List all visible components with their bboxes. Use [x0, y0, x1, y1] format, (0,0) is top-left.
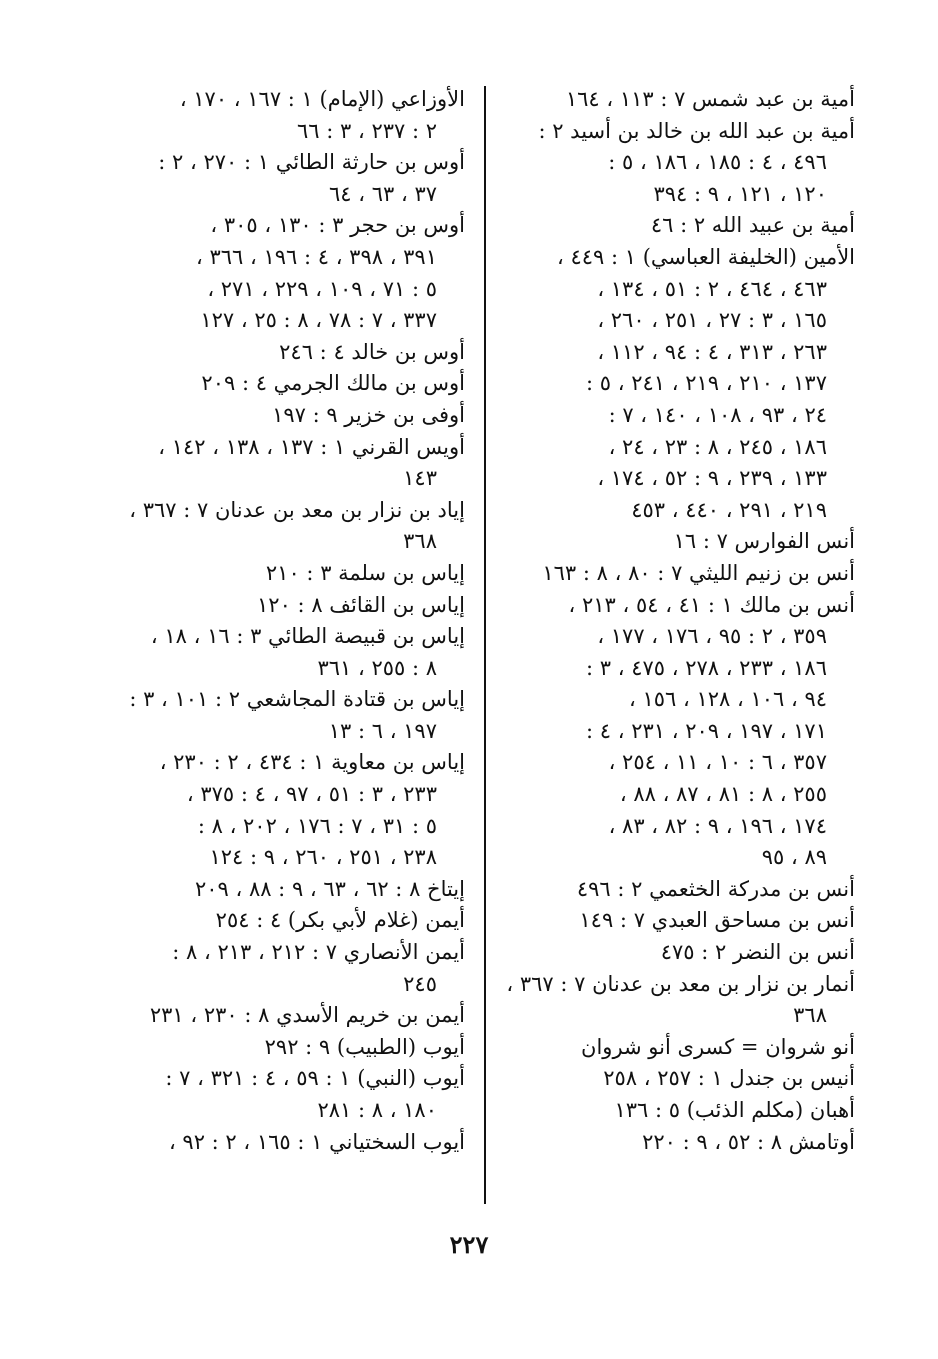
entry-heading: إيتاخ ٨ : ٦٢ ، ٦٣ ، ٩ : ٨٨ ، ٢٠٩ — [194, 876, 465, 901]
index-entry — [100, 874, 465, 906]
entry-heading: الأمين (الخليفة العباسي) ١ : ٤٤٩ ، — [557, 244, 855, 269]
index-entry — [100, 1127, 465, 1159]
entry-heading: أيوب (الطبيب) ٩ : ٢٩٢ — [264, 1034, 465, 1059]
index-entry — [100, 400, 465, 432]
index-entry — [490, 210, 855, 242]
index-entry — [100, 1000, 465, 1032]
entry-continuation: ٣٦٨ — [403, 529, 437, 554]
entry-heading: أوتامش ٨ : ٥٢ ، ٩ : ٢٢٠ — [642, 1129, 855, 1154]
index-entry — [100, 558, 465, 590]
entry-heading: أمية بن عبيد الله ٢ : ٤٦ — [650, 213, 855, 238]
entry-continuation: ٣٥٧ ، ٦ : ١٠ ، ١١ ، ٢٥٤ ، — [608, 750, 827, 775]
index-entry — [490, 969, 855, 1032]
entry-heading: إياس بن قبيصة الطائي ٣ : ١٦ ، ١٨ ، — [150, 624, 465, 649]
entry-heading: أنس بن مدركة الخثعمي ٢ : ٤٩٦ — [576, 876, 855, 901]
entry-continuation: ٩٤ ، ١٠٦ ، ١٢٨ ، ١٥٦ ، — [629, 687, 827, 712]
entry-continuation: ١٧٤ ، ١٩٦ ، ٩ : ٨٢ ، ٨٣ ، — [608, 813, 827, 838]
index-entry — [100, 937, 465, 1000]
entry-heading: أنس بن النضر ٢ : ٤٧٥ — [660, 940, 855, 965]
index-entry — [100, 495, 465, 558]
entry-heading: أوس بن حارثة الطائي ١ : ٢٧٠ ، ٢ : — [158, 150, 465, 175]
entry-continuation: ٢٤٥ — [403, 971, 437, 996]
index-entry — [100, 368, 465, 400]
entry-heading: أنس الفوارس ٧ : ١٦ — [673, 529, 855, 554]
index-entry — [490, 242, 855, 526]
entry-heading: أيوب (النبي) ١ : ٥٩ ، ٤ : ٣٢١ ، ٧ : — [165, 1066, 465, 1091]
entry-continuation: ١٨٠ ، ٨ : ٢٨١ — [317, 1098, 437, 1122]
entry-continuation: ٢٤ ، ٩٣ ، ١٠٨ ، ١٤٠ ، ٧ : — [608, 402, 827, 427]
entry-heading: أنو شروان = كسرى أنو شروان — [581, 1034, 855, 1059]
entry-heading: إياس بن القائف ٨ : ١٢٠ — [257, 592, 465, 617]
left-column — [100, 84, 465, 1158]
entry-continuation: ٨ : ٢٥٥ ، ٣٦١ — [317, 655, 437, 680]
entry-continuation: ١٢٠ ، ١٢١ ، ٩ : ٣٩٤ — [653, 181, 827, 206]
index-entry — [490, 874, 855, 906]
entry-heading: أيمن بن خريم الأسدي ٨ : ٢٣٠ ، ٢٣١ — [149, 1003, 465, 1028]
index-entry — [100, 84, 465, 147]
entry-continuation: ١٨٦ ، ٢٤٥ ، ٨ : ٢٣ ، ٢٤ ، — [608, 434, 827, 459]
entry-heading: أوس بن حجر ٣ : ١٣٠ ، ٣٠٥ ، — [210, 213, 465, 238]
entry-continuation: ٥ : ٣١ ، ٧ : ١٧٦ ، ٢٠٢ ، ٨ : — [197, 813, 437, 838]
entry-heading: أوس بن مالك الجرمي ٤ : ٢٠٩ — [201, 371, 465, 396]
entry-continuation: ١٦٥ ، ٣ : ٢٧ ، ٢٥١ ، ٢٦٠ ، — [597, 308, 827, 333]
entry-heading: أنس بن مساحق العبدي ٧ : ١٤٩ — [579, 908, 855, 933]
index-entry — [490, 1095, 855, 1127]
index-entry — [490, 905, 855, 937]
entry-continuation: ٣٩١ ، ٣٩٨ ، ٤ : ١٩٦ ، ٣٦٦ ، — [196, 244, 437, 269]
entry-continuation: ٢٥٥ ، ٨ : ٨١ ، ٨٧ ، ٨٨ ، — [619, 782, 827, 807]
index-entry — [100, 337, 465, 369]
entry-heading: أهبان (مكلم الذئب) ٥ : ١٣٦ — [614, 1098, 855, 1122]
entry-heading: أمية بن عبد شمس ٧ : ١١٣ ، ١٦٤ — [565, 87, 855, 111]
entry-continuation: ١٣٧ ، ٢١٠ ، ٢١٩ ، ٢٤١ ، ٥ : — [586, 371, 827, 396]
index-entry — [490, 526, 855, 558]
entry-continuation: ٢٣٣ ، ٣ : ٥١ ، ٩٧ ، ٤ : ٣٧٥ ، — [186, 782, 437, 807]
index-entry — [100, 210, 465, 336]
entry-continuation: ٤٦٣ ، ٤٦٤ ، ٢ : ٥١ ، ١٣٤ ، — [597, 276, 827, 301]
column-divider — [484, 86, 486, 1204]
entry-continuation: ٣٧ ، ٦٣ ، ٦٤ — [329, 181, 437, 206]
entry-continuation: ١٩٧ ، ٦ : ١٣ — [328, 718, 437, 743]
entry-continuation: ١٧١ ، ١٩٧ ، ٢٠٩ ، ٢٣١ ، ٤ : — [586, 718, 827, 743]
index-entry — [100, 905, 465, 937]
entry-heading: أيمن (غلام لأبي بكر) ٤ : ٢٥٤ — [215, 908, 465, 933]
index-entry — [100, 1063, 465, 1126]
entry-continuation: ٣٥٩ ، ٢ : ٩٥ ، ١٧٦ ، ١٧٧ ، — [597, 624, 827, 649]
index-entry — [100, 590, 465, 622]
index-entry — [490, 84, 855, 116]
entry-heading: أنيس بن جندل ١ : ٢٥٧ ، ٢٥٨ — [603, 1066, 855, 1091]
index-entry — [490, 1127, 855, 1159]
entry-heading: أوفى بن خزير ٩ : ١٩٧ — [272, 402, 465, 427]
index-entry — [100, 747, 465, 873]
entry-heading: أنس بن زنيم الليثي ٧ : ٨٠ ، ٨ : ١٦٣ — [542, 560, 855, 585]
index-entry — [490, 1063, 855, 1095]
index-entry — [490, 937, 855, 969]
entry-continuation: ١٣٣ ، ٢٣٩ ، ٩ : ٥٢ ، ١٧٤ ، — [597, 466, 827, 491]
entry-heading: أنمار بن نزار بن معد بن عدنان ٧ : ٣٦٧ ، — [506, 971, 855, 996]
index-entry — [100, 147, 465, 210]
index-entry — [490, 1032, 855, 1064]
page-number: ٢٢٧ — [449, 1230, 489, 1259]
index-entry — [490, 558, 855, 590]
entry-continuation: ٣٦٨ — [793, 1003, 827, 1028]
index-entry — [490, 116, 855, 211]
entry-continuation: ١٤٣ — [403, 466, 437, 491]
index-entry — [100, 684, 465, 747]
entry-heading: إياس بن معاوية ١ : ٤٣٤ ، ٢ : ٢٣٠ ، — [159, 750, 465, 775]
entry-heading: أيوب السختياني ١ : ١٦٥ ، ٢ : ٩٢ ، — [168, 1129, 465, 1154]
entry-continuation: ٢٦٣ ، ٣١٣ ، ٤ : ٩٤ ، ١١٢ ، — [597, 339, 827, 364]
entry-continuation: ٢٣٨ ، ٢٥١ ، ٢٦٠ ، ٩ : ١٢٤ — [209, 845, 437, 870]
entry-heading: أيمن الأنصاري ٧ : ٢١٢ ، ٢١٣ ، ٨ : — [172, 940, 465, 965]
entry-continuation: ٣٣٧ ، ٧ : ٧٨ ، ٨ : ٢٥ ، ١٢٧ — [200, 308, 437, 333]
entry-heading: أمية بن عبد الله بن خالد بن أسيد ٢ : — [538, 118, 855, 143]
index-entry — [100, 432, 465, 495]
entry-heading: الأوزاعي (الإمام) ١ : ١٦٧ ، ١٧٠ ، — [179, 87, 465, 111]
entry-continuation: ٢ : ٢٣٧ ، ٣ : ٦٦ — [297, 118, 437, 143]
right-column — [490, 84, 855, 1158]
entry-heading: أنس بن مالك ١ : ٤١ ، ٥٤ ، ٢١٣ ، — [568, 592, 855, 617]
entry-continuation: ٨٩ ، ٩٥ — [761, 845, 827, 870]
index-entry — [100, 1032, 465, 1064]
entry-heading: إياس بن سلمة ٣ : ٢١٠ — [265, 560, 465, 585]
entry-continuation: ١٨٦ ، ٢٣٣ ، ٢٧٨ ، ٤٧٥ ، ٣ : — [586, 655, 827, 680]
entry-heading: أوس بن خالد ٤ : ٢٤٦ — [279, 339, 465, 364]
index-entry — [100, 621, 465, 684]
entry-heading: أويس القرني ١ : ١٣٧ ، ١٣٨ ، ١٤٢ ، — [158, 434, 465, 459]
entry-continuation: ٥ : ٧١ ، ١٠٩ ، ٢٢٩ ، ٢٧١ ، — [207, 276, 437, 301]
entry-continuation: ٤٩٦ ، ٤ : ١٨٥ ، ١٨٦ ، ٥ : — [608, 150, 827, 175]
index-entry — [490, 590, 855, 874]
entry-continuation: ٢١٩ ، ٢٩١ ، ٤٤٠ ، ٤٥٣ — [631, 497, 827, 522]
entry-heading: إياس بن قتادة المجاشعي ٢ : ١٠١ ، ٣ : — [129, 687, 465, 712]
entry-heading: إياد بن نزار بن معد بن عدنان ٧ : ٣٦٧ ، — [129, 497, 465, 522]
